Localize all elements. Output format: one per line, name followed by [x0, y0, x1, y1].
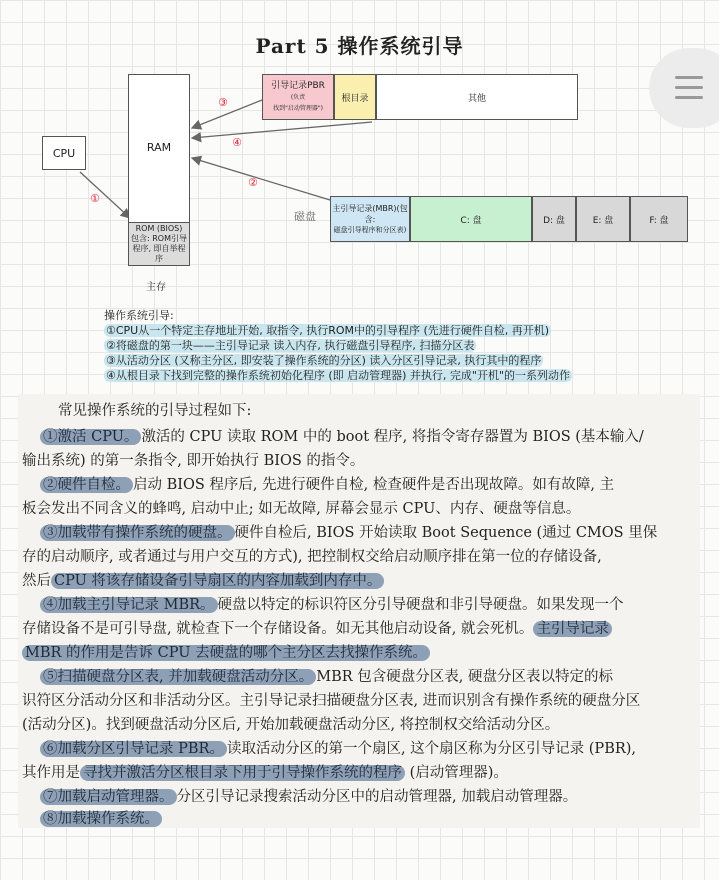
paragraph-line: 存的启动顺序, 或者通过与用户交互的方式), 把控制权交给启动顺序排在第一位的存储设备,: [22, 549, 602, 565]
boot-diagram: [0, 0, 719, 400]
step-heading: ⑥加载分区引导记录 PBR。: [40, 741, 227, 757]
paragraph-line: 板会发出不同含义的蜂鸣, 启动中止; 如无故障, 屏幕会显示 CPU、内存、硬盘等信息。: [22, 501, 581, 517]
pbr-box: 引导记录PBR (负责 找到"启动管理器"): [262, 74, 334, 120]
d-disk-box: D: 盘: [532, 196, 576, 242]
step-heading: ⑤扫描硬盘分区表, 并加载硬盘活动分区。: [40, 669, 316, 685]
rom-box: ROM (BIOS) 包含: ROM引导 程序, 即自举程 序: [128, 222, 190, 266]
step-heading: ②硬件自检。: [40, 477, 133, 493]
note-item: ③从活动分区 (又称主分区, 即安装了操作系统的分区) 读入分区引导记录, 执行其中的程序: [106, 354, 542, 367]
step-3-marker: ③: [218, 96, 228, 109]
arrow-root-ram: [192, 122, 372, 138]
step-heading: ③加载带有操作系统的硬盘。: [40, 525, 235, 541]
intro-text: 常见操作系统的引导过程如下:: [58, 403, 252, 419]
step-heading: ④加载主引导记录 MBR。: [40, 597, 218, 613]
root-dir-box: 根目录: [334, 74, 376, 120]
f-disk-box: F: 盘: [630, 196, 688, 242]
step-4-marker: ④: [232, 136, 242, 149]
step-2-marker: ②: [248, 176, 258, 189]
main-memory-label: 主存: [146, 282, 166, 293]
ram-label: RAM: [146, 141, 172, 154]
highlight: MBR 的作用是告诉 CPU 去硬盘的哪个主分区去找操作系统。: [22, 645, 430, 661]
boot-notes: [104, 308, 644, 383]
highlight: CPU 将该存储设备引导扇区的内容加载到内存中。: [51, 573, 384, 589]
other-box: 其他: [376, 74, 578, 120]
mbr-box: 主引导记录(MBR)(包含: 磁盘引导程序和分区表): [330, 196, 410, 242]
step-1-marker: ①: [90, 192, 100, 205]
arrow-cpu-rom: [80, 172, 130, 218]
note-item: ②将磁盘的第一块——主引导记录 读入内存, 执行磁盘引导程序, 扫描分区表: [106, 339, 475, 352]
highlight: 寻找并激活分区根目录下用于引导操作系统的程序: [80, 765, 405, 781]
arrow-mbr-ram: [192, 158, 330, 200]
paragraph-line: (活动分区)。找到硬盘活动分区后, 开始加载硬盘活动分区, 将控制权交给活动分区。: [22, 717, 560, 733]
notes-heading: 操作系统引导:: [104, 309, 174, 322]
highlight: 主引导记录: [533, 621, 612, 637]
page-title: Part 5 操作系统引导: [255, 34, 464, 58]
step-heading: ①激活 CPU。: [40, 429, 141, 445]
step-heading: ⑧加载操作系统。: [40, 811, 162, 827]
disk-label: 磁盘: [294, 210, 316, 223]
textbook-excerpt: 常见操作系统的引导过程如下: ①激活 CPU。 激活的 CPU 读取 ROM 中的 boot 程序, 将指令寄存器置为 BIOS (基本输入/ 输出系统) 的第一条指令, 即开始执行 BIOS 的指令。 ②硬件自检。 启动 BIOS 程序后, 先进行硬件自检, 检查硬件是否出现故障。如有故障, 主 板会发出不同含义的蜂鸣, 启动中止; 如无故障, 屏幕会显示 CPU、内存、硬盘等信息。 ③加载带有操作系统的硬盘。 硬件自检后, BIOS 开始读取 Boot Sequence (通过 CMOS 里保 存的启动顺序, 或者通过与用户交互的方式), 把控制权交给启动顺序排在第一位的存储设备, 然后 CPU 将该存储设备引导扇区的内容加载到内存中。 ④加载主引导记录 MBR。 硬盘以特定的标识符区分引导硬盘和非引导硬盘。如果发现一个 存储设备不是可引导盘, 就检查下一个存储设备。如无其他启动设备, 就会死机。 主引导记录 MBR 的作用是告诉 CPU 去硬盘的哪个主分区去找操作系统。 ⑤扫描硬盘分区表, 并加载硬盘活动分区。 MBR 包含硬盘分区表, 硬盘分区表以特定的标 识符区分活动分区和非活动分区。主引导记录扫描硬盘分区表, 进而识别含有操作系统的硬盘分区 (活动分区)。找到硬盘活动分区后, 开始加载硬盘活动分区, 将控制权交给活动分区。 ⑥加载分区引导记录 PBR。 读取活动分区的第一个扇区, 这个扇区称为分区引导记录 (PBR), 其作用是 寻找并激活分区根目录下用于引导操作系统的程序 (启动管理器)。 ⑦加载启动管理器。 分区引导记录搜索活动分区中的启动管理器, 加载启动管理器。 ⑧加载操作系统。: [18, 394, 700, 828]
step-heading: ⑦加载启动管理器。: [40, 789, 177, 805]
e-disk-box: E: 盘: [576, 196, 630, 242]
note-item: ④从根目录下找到完整的操作系统初始化程序 (即 启动管理器) 并执行, 完成"开机"的一系列动作: [106, 369, 571, 382]
note-item: ①CPU从一个特定主存地址开始, 取指令, 执行ROM中的引导程序 (先进行硬件自检, 再开机): [106, 324, 550, 337]
paragraph-line: 输出系统) 的第一条指令, 即开始执行 BIOS 的指令。: [22, 453, 365, 469]
cpu-box: CPU: [42, 136, 86, 170]
paragraph-line: 识符区分活动分区和非活动分区。主引导记录扫描硬盘分区表, 进而识别含有操作系统的硬盘分区: [22, 693, 641, 709]
c-disk-box: C: 盘: [410, 196, 532, 242]
